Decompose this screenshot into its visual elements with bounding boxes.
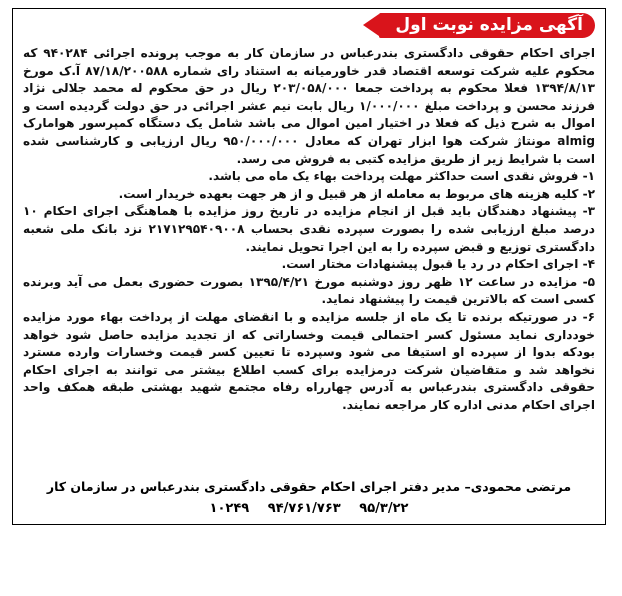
notice-frame [12, 8, 606, 525]
code-1: ۱۰۲۴۹ [209, 501, 250, 516]
condition-6: ۶- در صورتیکه برنده تا یک ماه از جلسه مزایده و با انقضای مهلت از پرداخت بهاء مورد مزایده خودداری نماید مسئول کسر احتمالی قیمت وخساراتی که از تجدید مزایده حاصل شود خواهد بودکه بدوا از سپرده او استیفا می شود وسپرده تا تعیین کسر قیمت وخسارات وارده مسترد نخواهد شد و متقاضیان شرکت درمزایده برای کسب اطلاع بیشتر می توانند به اجرای احکام حقوقی دادگستری بندرعباس به آدرس چهارراه رفاه مجتمع شهید بهشتی طبقه همکف واحد اجرای احکام مدنی اداره کار مراجعه نمایند. [23, 309, 595, 412]
title-arrow-icon [363, 14, 379, 36]
signature-line: مرتضی محمودی– مدیر دفتر اجرای احکام حقوقی دادگستری بندرعباس در سازمان کار [46, 479, 572, 494]
intro-paragraph: اجرای احکام حقوقی دادگستری بندرعباس در سازمان کار به موجب پرونده اجرائی ۹۴۰۲۸۴ که محکوم علیه شرکت توسعه اقتصاد قدر خاورمیانه به استناد رای شماره ۸۷/۱۸/۲۰۰۵۸۸ آ.ک مورخ ۱۳۹۴/۸/۱۳ فعلا محکوم به پرداخت جمعا ۲۰۳/۰۵۸/۰۰۰ ریال در حق محکوم له محمد جلالی نژاد فرزند محسن و پرداخت مبلغ ۱/۰۰۰/۰۰۰ ریال بابت نیم عشر اجرائی در حق دولت گردیده است و اموال به شرح ذیل که فعلا در اختیار امین اموال می باشد شامل یک دستگاه کمپرسور هوامارک almig مونتاژ شرکت هوا ابزار تهران که معادل ۹۵۰/۰۰۰/۰۰۰ ریال ارزیابی و کارشناسی شده است با شرایط زیر از طریق مزایده کتبی به فروش می رسد. [23, 46, 596, 166]
reference-codes [23, 501, 595, 516]
condition-2: ۲- کلیه هزینه های مربوط به معامله از هر قبیل و از هر جهت بعهده خریدار است. [118, 186, 595, 201]
notice-title: آگهی مزایده نوبت اول [379, 13, 595, 38]
condition-1: ۱- فروش نقدی است حداکثر مهلت پرداخت بهاء یک ماه می باشد. [208, 169, 595, 184]
notice-title-banner [359, 12, 595, 38]
code-3: ۹۵/۳/۲۲ [359, 501, 409, 516]
condition-4: ۴- اجرای احکام در رد یا قبول پیشنهادات مختار است. [281, 257, 595, 272]
code-2: ۹۴/۷۶۱/۷۶۳ [267, 501, 341, 516]
notice-body [23, 45, 595, 414]
condition-3: ۳- پیشنهاد دهندگان باید قبل از انجام مزایده در تاریخ روز مزایده با هماهنگی اجرای احکام ۱۰ درصد مبلغ ارزیابی شده را بصورت سپرده نقدی بحساب ۲۱۷۱۲۹۵۴۰۹۰۰۸ نزد بانک ملی شعبه دادگستری توزیع و قبض سپرده را به این اجرا تحویل نمایند. [23, 204, 595, 254]
condition-5: ۵- مزایده در ساعت ۱۲ ظهر روز دوشنبه مورخ ۱۳۹۵/۴/۲۱ بصورت حضوری بعمل می آید وبرنده کسی است که بالاترین قیمت را پیشنهاد نماید. [23, 274, 596, 307]
